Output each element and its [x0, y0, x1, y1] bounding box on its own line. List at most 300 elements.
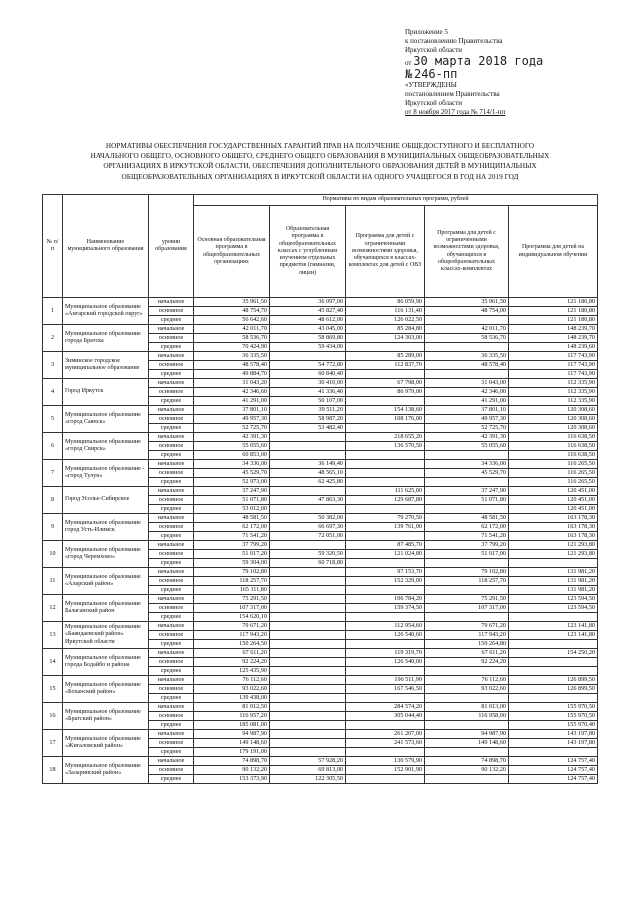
normative-value: 87 485,70	[346, 541, 425, 550]
education-level: основное	[149, 496, 194, 505]
normative-value: 43 045,00	[270, 325, 346, 334]
normative-value: 45 529,70	[194, 469, 270, 478]
normative-value	[270, 739, 346, 748]
row-number: 8	[43, 487, 63, 514]
normative-value: 45 529,70	[425, 469, 509, 478]
municipality-name: Муниципальное образование «Ангарский городской округ»	[63, 298, 149, 325]
education-level: среднее	[149, 694, 194, 703]
normative-value	[270, 631, 346, 640]
normative-value: 155 970,50	[509, 703, 598, 712]
education-level: основное	[149, 658, 194, 667]
normative-value: 36 097,00	[270, 298, 346, 307]
normative-value	[270, 658, 346, 667]
municipality-name: Муниципальное образование Балаганский район	[63, 595, 149, 622]
normative-value: 93 022,60	[425, 685, 509, 694]
normative-value: 59 304,00	[194, 559, 270, 568]
normative-value	[270, 613, 346, 622]
normative-value	[270, 640, 346, 649]
education-level: начальное	[149, 487, 194, 496]
normative-value: 116 638,50	[509, 442, 598, 451]
normative-value: 120 451,00	[509, 505, 598, 514]
normative-value: 49 957,30	[425, 415, 509, 424]
education-level: среднее	[149, 424, 194, 433]
row-number: 16	[43, 703, 63, 730]
normative-value: 71 541,20	[425, 532, 509, 541]
normative-value: 163 178,30	[509, 532, 598, 541]
normative-value	[346, 343, 425, 352]
normative-value: 112 954,60	[346, 622, 425, 631]
normative-value: 42 346,60	[194, 388, 270, 397]
approved-region-label: Иркутской области	[405, 99, 463, 107]
education-level: среднее	[149, 775, 194, 784]
normative-value: 126 540,60	[346, 631, 425, 640]
normative-value: 67 611,20	[425, 649, 509, 658]
normative-value: 31 043,00	[425, 379, 509, 388]
normative-value: 112 335,90	[509, 379, 598, 388]
education-level: начальное	[149, 298, 194, 307]
normative-value	[509, 694, 598, 703]
normative-value	[270, 649, 346, 658]
normative-value: 79 102,80	[425, 568, 509, 577]
normative-value	[509, 667, 598, 676]
normative-value: 117 943,20	[425, 631, 509, 640]
normative-value	[270, 352, 346, 361]
municipality-name: Муниципальное образование «город Свирск»	[63, 433, 149, 460]
normative-value: 130 579,90	[346, 757, 425, 766]
normative-value: 121 293,80	[509, 550, 598, 559]
header-municipality: Наименование муниципального образования	[63, 195, 149, 298]
education-level: начальное	[149, 622, 194, 631]
normative-value	[270, 568, 346, 577]
normative-value: 74 898,70	[194, 757, 270, 766]
education-level: начальное	[149, 406, 194, 415]
normative-value: 76 112,60	[425, 676, 509, 685]
normative-value: 36 149,40	[270, 460, 346, 469]
normative-value: 93 022,60	[194, 685, 270, 694]
normative-value: 50 382,00	[270, 514, 346, 523]
education-level: начальное	[149, 514, 194, 523]
normative-value: 48 754,00	[425, 307, 509, 316]
education-level: начальное	[149, 757, 194, 766]
normative-value: 37 801,10	[425, 406, 509, 415]
normative-value: 67 798,00	[346, 379, 425, 388]
normative-value: 123 594,50	[509, 604, 598, 613]
normative-value: 108 176,00	[346, 415, 425, 424]
normative-value: 118 257,70	[194, 577, 270, 586]
normative-value: 153 373,90	[194, 775, 270, 784]
normative-value	[509, 658, 598, 667]
normative-value: 126 899,50	[509, 685, 598, 694]
normative-value: 154 250,20	[509, 649, 598, 658]
normative-value: 120 451,00	[509, 496, 598, 505]
education-level: начальное	[149, 352, 194, 361]
municipality-name: Муниципальное образование «Заларинский район»	[63, 757, 149, 784]
row-number: 10	[43, 541, 63, 568]
normative-value: 152 329,00	[346, 577, 425, 586]
normative-value: 56 642,60	[194, 316, 270, 325]
normative-value: 59 320,50	[270, 550, 346, 559]
municipality-name: Муниципальное образование «Боханский район»	[63, 676, 149, 703]
normative-value	[270, 586, 346, 595]
normative-value	[346, 640, 425, 649]
education-level: основное	[149, 442, 194, 451]
normative-value: 39 511,20	[270, 406, 346, 415]
table-row	[43, 676, 598, 685]
normative-value: 81 012,50	[194, 703, 270, 712]
normative-value	[346, 559, 425, 568]
normative-value: 92 224,20	[425, 658, 509, 667]
normative-value	[509, 640, 598, 649]
normative-value	[346, 694, 425, 703]
normative-value: 51 017,20	[194, 550, 270, 559]
normative-value: 42 011,70	[425, 325, 509, 334]
normative-value: 167 546,50	[346, 685, 425, 694]
normative-value: 179 191,00	[194, 748, 270, 757]
row-number: 7	[43, 460, 63, 487]
normative-value	[270, 676, 346, 685]
normative-value: 139 438,00	[194, 694, 270, 703]
normative-value	[425, 586, 509, 595]
normative-value: 149 148,60	[425, 739, 509, 748]
normative-value	[346, 505, 425, 514]
education-level: основное	[149, 469, 194, 478]
education-level: начальное	[149, 649, 194, 658]
normative-value: 123 594,50	[509, 595, 598, 604]
education-level: среднее	[149, 748, 194, 757]
normative-value: 55 055,60	[194, 442, 270, 451]
approved-label: «УТВЕРЖДЕНЫ	[405, 81, 457, 89]
row-number: 11	[43, 568, 63, 595]
municipality-name: Муниципальное образование «город Черемхово»	[63, 541, 149, 568]
normative-value: 126 022,50	[346, 316, 425, 325]
education-level: среднее	[149, 721, 194, 730]
normative-value: 125 435,90	[194, 667, 270, 676]
table-row	[43, 703, 598, 712]
education-level: начальное	[149, 433, 194, 442]
normative-value: 165 111,80	[194, 586, 270, 595]
normative-value: 58 869,80	[270, 334, 346, 343]
normative-value	[425, 613, 509, 622]
education-level: среднее	[149, 532, 194, 541]
normative-value: 36 335,50	[425, 352, 509, 361]
normative-value: 117 743,90	[509, 352, 598, 361]
normative-value: 60 840,40	[270, 370, 346, 379]
normative-value	[270, 541, 346, 550]
normative-value: 45 827,40	[270, 307, 346, 316]
normative-value: 50 107,00	[270, 397, 346, 406]
education-level: начальное	[149, 460, 194, 469]
appendix-label: Приложение 5	[405, 28, 448, 36]
normative-value	[425, 721, 509, 730]
normative-value	[509, 559, 598, 568]
normative-value	[425, 370, 509, 379]
row-number: 2	[43, 325, 63, 352]
table-row	[43, 406, 598, 415]
normative-value: 124 757,40	[509, 775, 598, 784]
table-row	[43, 649, 598, 658]
normative-value: 107 317,00	[194, 604, 270, 613]
municipality-name: Муниципальное образование города Братска	[63, 325, 149, 352]
normative-value	[509, 748, 598, 757]
table-row	[43, 730, 598, 739]
normative-value	[425, 748, 509, 757]
normative-value: 90 132,20	[425, 766, 509, 775]
document-title	[40, 141, 600, 182]
table-row	[43, 379, 598, 388]
normative-value: 31 043,20	[194, 379, 270, 388]
normative-value: 34 336,00	[425, 460, 509, 469]
normative-value: 58 536,70	[425, 334, 509, 343]
municipality-name: Муниципальное образование «Аларский район»	[63, 568, 149, 595]
row-number: 12	[43, 595, 63, 622]
normative-value: 121 180,80	[509, 307, 598, 316]
normative-value	[270, 604, 346, 613]
normative-value: 150 264,50	[194, 640, 270, 649]
normative-value: 34 336,00	[194, 460, 270, 469]
normative-value	[346, 586, 425, 595]
normative-value	[425, 694, 509, 703]
normative-value: 121 293,80	[509, 541, 598, 550]
normative-value: 69 813,00	[270, 766, 346, 775]
normative-value: 42 391,30	[425, 433, 509, 442]
handwritten-number: 246-пп	[413, 67, 458, 81]
education-level: основное	[149, 550, 194, 559]
row-number: 9	[43, 514, 63, 541]
normative-value	[270, 505, 346, 514]
normative-value: 218 655,20	[346, 433, 425, 442]
normative-value: 71 541,20	[194, 532, 270, 541]
normative-value: 120 451,00	[509, 487, 598, 496]
approved-decree-label: постановлением Правительства	[405, 90, 500, 98]
normative-value: 30 410,00	[270, 379, 346, 388]
education-level: основное	[149, 685, 194, 694]
normative-value	[425, 667, 509, 676]
normative-value: 76 112,60	[194, 676, 270, 685]
normative-value: 47 863,30	[270, 496, 346, 505]
row-number: 6	[43, 433, 63, 460]
education-level: основное	[149, 631, 194, 640]
normative-value: 53 482,40	[270, 424, 346, 433]
normative-value: 74 898,70	[425, 757, 509, 766]
region-label: Иркутской области	[405, 46, 463, 54]
normative-value	[346, 451, 425, 460]
normative-value: 85 284,80	[346, 325, 425, 334]
normative-value: 117 743,90	[509, 361, 598, 370]
municipality-name: Муниципальное образование город Усть-Илимск	[63, 514, 149, 541]
normative-value: 116 638,50	[509, 451, 598, 460]
normative-value: 79 270,50	[346, 514, 425, 523]
municipality-name: Муниципальное образование «город Саянск»	[63, 406, 149, 433]
header-programs-group: Нормативы по видам образовательных программ, рублей	[194, 195, 598, 206]
normative-value: 123 141,80	[509, 622, 598, 631]
header-program-ovz-general: Программа для детей с ограниченными возможностями здоровья, обучающихся в общеобразовательных классах-комплектах	[425, 206, 509, 298]
normative-value	[425, 775, 509, 784]
education-level: среднее	[149, 586, 194, 595]
normative-value: 60 718,80	[270, 559, 346, 568]
education-level: среднее	[149, 613, 194, 622]
normative-value: 305 044,40	[346, 712, 425, 721]
normative-value: 124 303,00	[346, 334, 425, 343]
normative-value	[346, 370, 425, 379]
municipality-name: Муниципальное образование «Баяндаевский район» Иркутской области	[63, 622, 149, 649]
normative-value: 86 059,90	[346, 298, 425, 307]
table-row	[43, 325, 598, 334]
normative-value: 53 012,00	[194, 505, 270, 514]
normative-value: 116 638,50	[509, 433, 598, 442]
normative-value: 284 574,20	[346, 703, 425, 712]
normative-value: 66 697,30	[270, 523, 346, 532]
normative-value: 37 799,20	[425, 541, 509, 550]
education-level: начальное	[149, 568, 194, 577]
normative-value	[346, 424, 425, 433]
normative-value	[270, 748, 346, 757]
education-level: начальное	[149, 730, 194, 739]
normative-value: 70 424,90	[194, 343, 270, 352]
municipality-name: Муниципальное образование «Жигаловский район»	[63, 730, 149, 757]
education-level: среднее	[149, 451, 194, 460]
education-level: основное	[149, 577, 194, 586]
normative-value: 36 335,50	[194, 352, 270, 361]
normative-value: 48 581,50	[194, 514, 270, 523]
number-prefix: №	[405, 67, 413, 81]
normative-value: 81 013,00	[425, 703, 509, 712]
normative-value: 62 172,00	[425, 523, 509, 532]
normative-value	[270, 712, 346, 721]
normative-value: 155 970,50	[509, 712, 598, 721]
normative-value	[270, 685, 346, 694]
municipality-name: Город Усолье-Сибирское	[63, 487, 149, 514]
normative-value	[270, 694, 346, 703]
normative-value: 131 981,20	[509, 568, 598, 577]
normative-value	[270, 721, 346, 730]
normative-value	[346, 667, 425, 676]
normative-value: 55 055,60	[425, 442, 509, 451]
table-row	[43, 460, 598, 469]
education-level: основное	[149, 361, 194, 370]
normative-value	[270, 730, 346, 739]
header-level: уровни образования	[149, 195, 194, 298]
normative-value: 121 024,80	[346, 550, 425, 559]
title-line: ОБЩЕОБРАЗОВАТЕЛЬНЫХ ОРГАНИЗАЦИЯХ В ИРКУТСКОЙ ОБЛАСТИ НА ОДНОГО УЧАЩЕГОСЯ В ГОД НА 2019 ГОД	[121, 172, 519, 181]
normative-value	[425, 559, 509, 568]
normative-value: 85 289,00	[346, 352, 425, 361]
normative-value: 148 239,70	[509, 334, 598, 343]
normative-value: 79 671,20	[194, 622, 270, 631]
education-level: основное	[149, 388, 194, 397]
normative-value: 37 799,20	[194, 541, 270, 550]
normative-value: 58 987,20	[270, 415, 346, 424]
normative-value	[509, 613, 598, 622]
normative-value: 86 979,00	[346, 388, 425, 397]
education-level: среднее	[149, 316, 194, 325]
normative-value: 97 153,70	[346, 568, 425, 577]
normative-value: 48 578,40	[425, 361, 509, 370]
normative-value: 117 743,90	[509, 370, 598, 379]
normative-value: 149 148,60	[194, 739, 270, 748]
resolution-header	[405, 28, 635, 117]
normative-value: 72 051,00	[270, 532, 346, 541]
normative-value: 48 565,10	[270, 469, 346, 478]
header-program-basic: Основная образовательная программа в общеобразовательных организациях	[194, 206, 270, 298]
normative-value: 51 071,80	[425, 496, 509, 505]
normative-value: 148 239,60	[509, 343, 598, 352]
table-body	[43, 298, 598, 784]
row-number: 13	[43, 622, 63, 649]
normative-value: 143 197,80	[509, 739, 598, 748]
normative-value: 94 987,90	[425, 730, 509, 739]
education-level: среднее	[149, 667, 194, 676]
municipality-name: Муниципальное образование - «город Тулун»	[63, 460, 149, 487]
normative-value: 154 620,10	[194, 613, 270, 622]
table-row	[43, 622, 598, 631]
education-level: основное	[149, 604, 194, 613]
education-level: основное	[149, 307, 194, 316]
normative-value: 155 970,40	[509, 721, 598, 730]
normative-value	[270, 667, 346, 676]
normative-value: 152 901,90	[346, 766, 425, 775]
normative-value: 79 671,20	[425, 622, 509, 631]
education-level: начальное	[149, 379, 194, 388]
normative-value: 62 425,80	[270, 478, 346, 487]
normative-value: 196 511,90	[346, 676, 425, 685]
normative-value: 124 757,40	[509, 757, 598, 766]
normative-value	[425, 451, 509, 460]
normative-value: 48 754,70	[194, 307, 270, 316]
normative-value: 37 247,90	[425, 487, 509, 496]
normative-value: 49 884,70	[194, 370, 270, 379]
table-row	[43, 514, 598, 523]
table-row	[43, 433, 598, 442]
normative-value: 123 141,80	[509, 631, 598, 640]
normative-value: 48 581,50	[425, 514, 509, 523]
handwritten-date: 30 марта 2018 года	[413, 54, 544, 68]
normative-value: 37 247,90	[194, 487, 270, 496]
table-row	[43, 352, 598, 361]
normative-value: 185 081,00	[194, 721, 270, 730]
table-row	[43, 757, 598, 766]
normative-value	[270, 433, 346, 442]
education-level: начальное	[149, 595, 194, 604]
table-row	[43, 595, 598, 604]
row-number: 5	[43, 406, 63, 433]
normative-value: 52 725,70	[194, 424, 270, 433]
normative-value: 37 801,10	[194, 406, 270, 415]
education-level: среднее	[149, 397, 194, 406]
education-level: начальное	[149, 325, 194, 334]
normative-value: 131 981,20	[509, 586, 598, 595]
education-level: среднее	[149, 478, 194, 487]
normative-value: 111 625,00	[346, 487, 425, 496]
normative-value: 121 180,80	[509, 298, 598, 307]
normative-value: 107 317,00	[425, 604, 509, 613]
normative-value: 52 973,00	[194, 478, 270, 487]
normative-value	[346, 532, 425, 541]
normative-value: 112 837,70	[346, 361, 425, 370]
municipality-name: Зиминское городское муниципальное образование	[63, 352, 149, 379]
normative-value: 150 264,80	[425, 640, 509, 649]
row-number: 18	[43, 757, 63, 784]
normative-value: 112 335,90	[509, 397, 598, 406]
decree-label: к постановлению Правительства	[405, 37, 503, 45]
education-level: среднее	[149, 505, 194, 514]
education-level: основное	[149, 739, 194, 748]
title-line: ОРГАНИЗАЦИЯХ В ИРКУТСКОЙ ОБЛАСТИ, ОБЕСПЕЧЕНИЯ ДОПОЛНИТЕЛЬНОГО ОБРАЗОВАНИЯ ДЕТЕЙ В МУНИЦИПАЛЬНЫХ	[103, 162, 537, 171]
normative-value: 75 291,50	[425, 595, 509, 604]
normative-value: 41 291,00	[194, 397, 270, 406]
normative-value	[270, 595, 346, 604]
normative-value: 118 257,70	[425, 577, 509, 586]
normative-value: 94 987,90	[194, 730, 270, 739]
